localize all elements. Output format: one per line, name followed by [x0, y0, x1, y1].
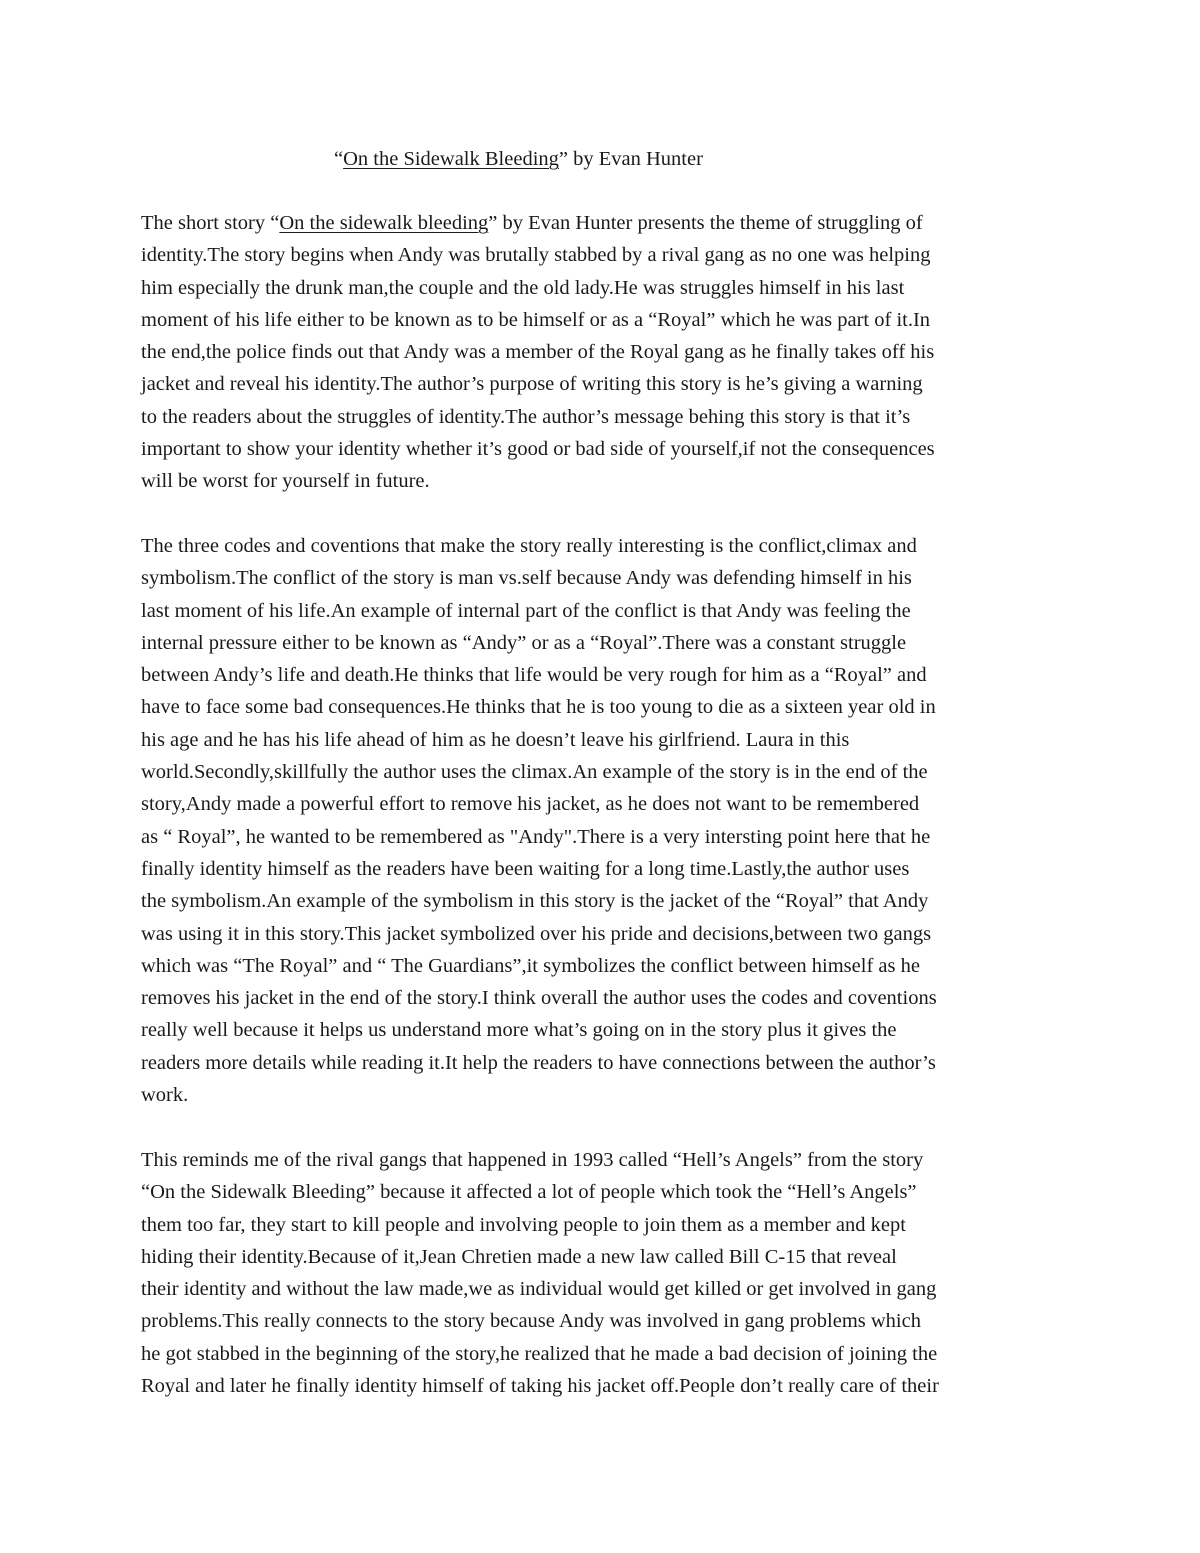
paragraph-line: Royal and later he finally identity himself of taking his jacket off.People don’t really care of their [141, 1375, 939, 1398]
paragraph-line: him especially the drunk man,the couple and the old lady.He was struggles himself in his last [141, 276, 905, 299]
paragraph-line: “On the Sidewalk Bleeding” because it affected a lot of people which took the “Hell’s Angels” [141, 1181, 917, 1204]
paragraph-1 [141, 207, 1061, 498]
paragraph-line: jacket and reveal his identity.The author’s purpose of writing this story is he’s giving a warning [141, 373, 923, 396]
paragraph-line: hiding their identity.Because of it,Jean Chretien made a new law called Bill C-15 that reveal [141, 1245, 897, 1268]
paragraph-line: important to show your identity whether it’s good or bad side of yourself,if not the consequences [141, 438, 935, 461]
paragraph-line: between Andy’s life and death.He thinks that life would be very rough for him as a “Royal” and [141, 664, 927, 687]
paragraph-line: the end,the police finds out that Andy was a member of the Royal gang as he finally takes off his [141, 341, 935, 364]
paragraph-line: moment of his life either to be known as to be himself or as a “Royal” which he was part of it.In [141, 308, 931, 331]
story-title-underlined: On the sidewalk bleeding [279, 212, 489, 234]
paragraph-2 [141, 530, 1061, 1111]
paragraph-line: identity.The story begins when Andy was brutally stabbed by a rival gang as no one was helping [141, 244, 931, 267]
paragraph-line: as “ Royal”, he wanted to be remembered as "Andy".There is a very intersting point here that he [141, 825, 931, 848]
paragraph-line: removes his jacket in the end of the story.I think overall the author uses the codes and coventions [141, 987, 937, 1010]
paragraph-line: the symbolism.An example of the symbolism in this story is the jacket of the “Royal” that Andy [141, 890, 929, 913]
paragraph-line: work. [141, 1084, 189, 1107]
paragraph-line: really well because it helps us understand more what’s going on in the story plus it gives the [141, 1019, 897, 1042]
title-open-quote: “ [334, 148, 344, 170]
paragraph-line: finally identity himself as the readers have been waiting for a long time.Lastly,the author uses [141, 857, 910, 880]
paragraph-line: last moment of his life.An example of internal part of the conflict is that Andy was feeling the [141, 599, 911, 622]
paragraph-line: have to face some bad consequences.He thinks that he is too young to die as a sixteen year old in [141, 696, 936, 719]
paragraph-line: world.Secondly,skillfully the author uses the climax.An example of the story is in the end of the [141, 761, 928, 784]
paragraph-line: story,Andy made a powerful effort to remove his jacket, as he does not want to be remembered [141, 793, 920, 816]
paragraph-line: to the readers about the struggles of identity.The author’s message behing this story is that it’s [141, 405, 911, 428]
line-text: ” by Evan Hunter presents the theme of struggling of [488, 212, 923, 234]
paragraph-line: his age and he has his life ahead of him as he doesn’t leave his girlfriend. Laura in this [141, 728, 850, 751]
paragraph-line: internal pressure either to be known as “Andy” or as a “Royal”.There was a constant struggle [141, 631, 907, 654]
paragraph-line: The three codes and coventions that make the story really interesting is the conflict,climax and [141, 535, 917, 557]
paragraph-line: symbolism.The conflict of the story is man vs.self because Andy was defending himself in his [141, 567, 912, 590]
line-text: The short story “ [141, 212, 280, 234]
paragraph-line: their identity and without the law made,we as individual would get killed or get involved in gang [141, 1278, 937, 1301]
paragraph-line [141, 207, 1061, 239]
paragraph-line: them too far, they start to kill people and involving people to join them as a member and kept [141, 1213, 906, 1236]
paragraph-line: which was “The Royal” and “ The Guardians”,it symbolizes the conflict between himself as he [141, 954, 920, 977]
paragraph-line: was using it in this story.This jacket symbolized over his pride and decisions,between two gangs [141, 922, 932, 945]
paragraph-3 [141, 1144, 1061, 1402]
title-author: ” by Evan Hunter [558, 148, 703, 170]
paragraph-line: he got stabbed in the beginning of the story,he realized that he made a bad decision of joining the [141, 1342, 938, 1365]
document-title [334, 145, 703, 173]
paragraph-line: problems.This really connects to the story because Andy was involved in gang problems which [141, 1310, 921, 1333]
title-underlined-text: On the Sidewalk Bleeding [343, 148, 559, 170]
paragraph-line: This reminds me of the rival gangs that happened in 1993 called “Hell’s Angels” from the story [141, 1149, 924, 1171]
paragraph-line: will be worst for yourself in future. [141, 470, 430, 493]
paragraph-line: readers more details while reading it.It help the readers to have connections between the author’s [141, 1051, 936, 1074]
